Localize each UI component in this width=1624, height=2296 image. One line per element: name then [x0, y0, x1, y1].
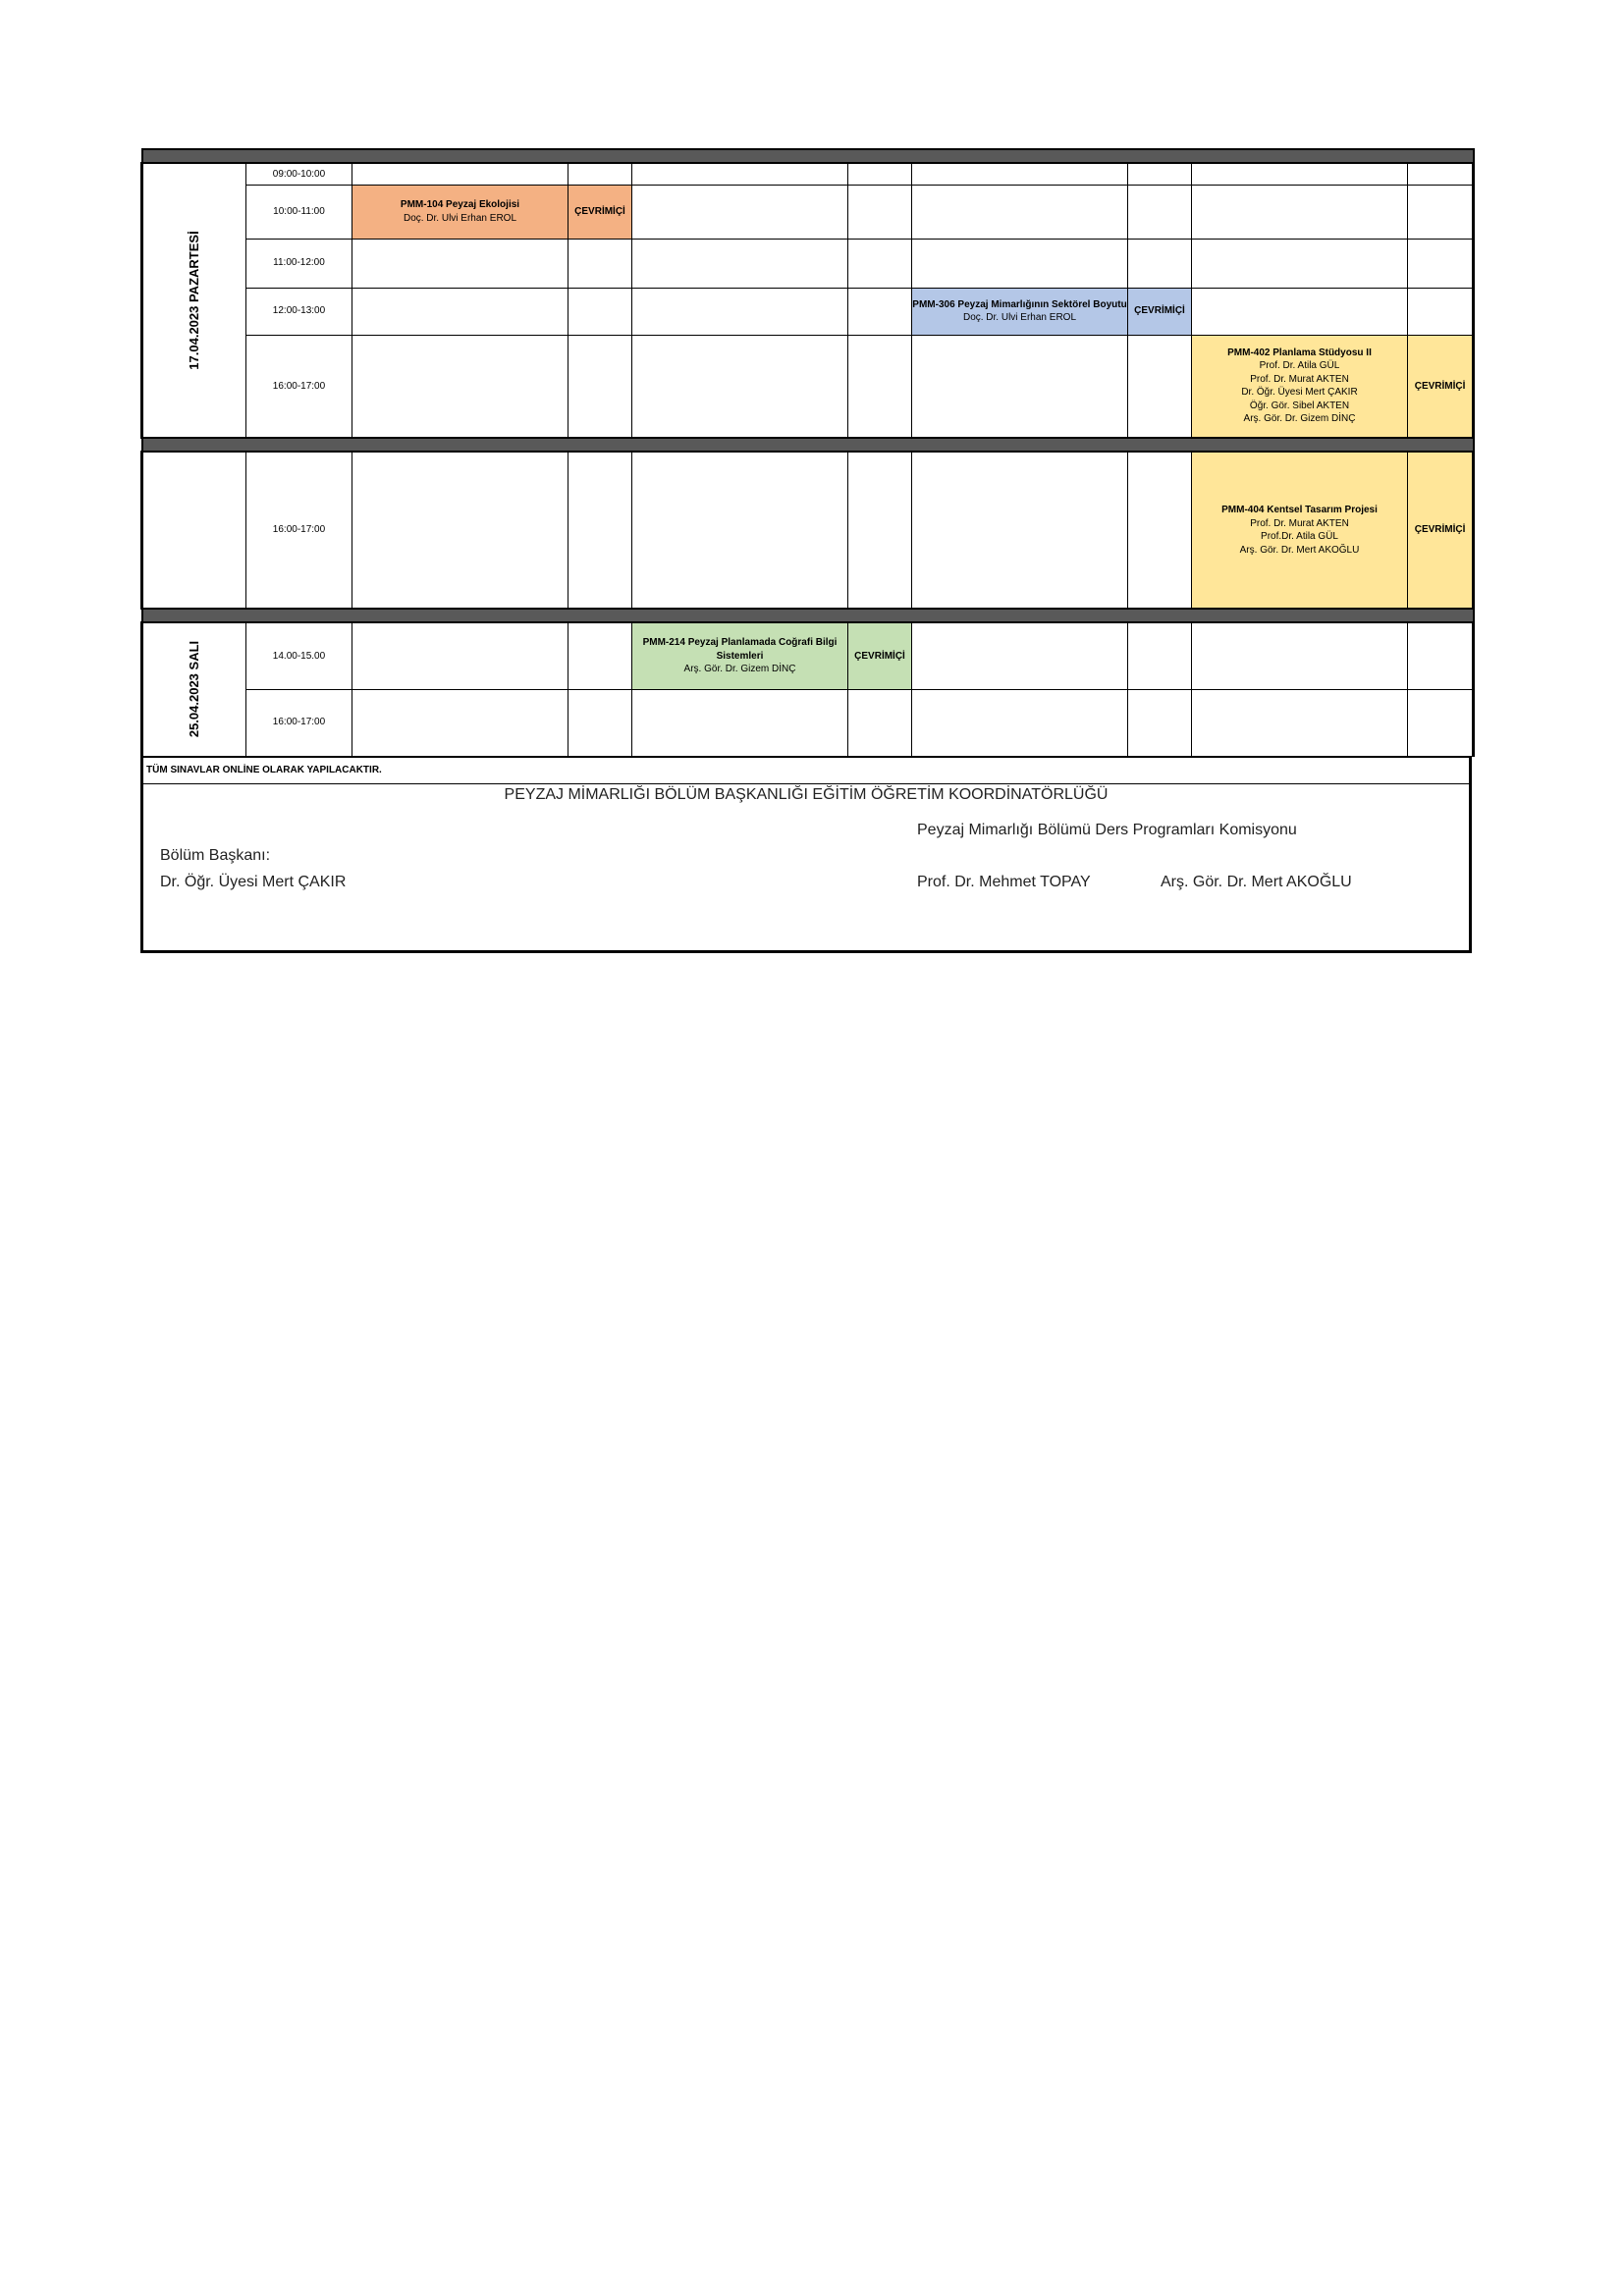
day-label: 25.04.2023 SALI [187, 641, 202, 738]
empty-cell [568, 163, 632, 185]
section-divider [142, 438, 1474, 452]
exam-mode: ÇEVRİMİÇİ [1408, 452, 1474, 609]
empty-cell [352, 622, 568, 689]
empty-cell [912, 163, 1128, 185]
time-slot: 14.00-15.00 [246, 622, 352, 689]
section-divider [142, 609, 1474, 622]
exam-schedule-sheet [140, 148, 1472, 953]
department-head-name: Dr. Öğr. Üyesi Mert ÇAKIR [160, 873, 347, 890]
exam-mode: ÇEVRİMİÇİ [1408, 335, 1474, 438]
course-title: PMM-306 Peyzaj Mimarlığının Sektörel Boyutu [912, 298, 1127, 310]
empty-cell [912, 689, 1128, 756]
empty-cell [352, 288, 568, 335]
empty-cell [632, 335, 848, 438]
course-cell [912, 288, 1128, 335]
time-slot-row [142, 185, 1474, 239]
empty-cell [912, 622, 1128, 689]
empty-cell [912, 239, 1128, 288]
empty-cell [1192, 185, 1408, 239]
empty-cell [848, 288, 912, 335]
department-head-title: Bölüm Başkanı: [160, 846, 271, 864]
empty-cell [352, 689, 568, 756]
empty-cell [632, 185, 848, 239]
exam-mode: ÇEVRİMİÇİ [848, 622, 912, 689]
empty-cell [632, 689, 848, 756]
empty-cell [568, 689, 632, 756]
instructor-name: Prof. Dr. Atila GÜL [1259, 360, 1340, 372]
exam-schedule-table [140, 148, 1475, 757]
instructor-name: Öğr. Gör. Sibel AKTEN [1249, 400, 1350, 411]
time-slot-row [142, 163, 1474, 185]
empty-cell [568, 288, 632, 335]
course-title: PMM-214 Peyzaj Planlamada Coğrafi Bilgi Sistemleri [642, 637, 838, 662]
instructor-name: Prof. Dr. Murat AKTEN [1250, 373, 1349, 385]
empty-cell [1128, 622, 1192, 689]
empty-cell [1192, 689, 1408, 756]
empty-cell [632, 163, 848, 185]
time-slot-row [142, 622, 1474, 689]
empty-cell [1128, 452, 1192, 609]
empty-cell [912, 185, 1128, 239]
empty-cell [568, 335, 632, 438]
empty-cell [1192, 288, 1408, 335]
time-slot: 16:00-17:00 [246, 689, 352, 756]
instructor-name: Arş. Gör. Dr. Mert AKOĞLU [1239, 544, 1360, 556]
course-cell [352, 185, 568, 239]
instructor-name: Prof.Dr. Atila GÜL [1261, 531, 1338, 542]
empty-cell [352, 239, 568, 288]
empty-cell [848, 239, 912, 288]
time-slot: 12:00-13:00 [246, 288, 352, 335]
empty-cell [1192, 163, 1408, 185]
empty-cell [912, 335, 1128, 438]
exam-mode: ÇEVRİMİÇİ [568, 185, 632, 239]
online-exams-note: TÜM SINAVLAR ONLİNE OLARAK YAPILACAKTIR. [142, 757, 1471, 783]
empty-cell [848, 689, 912, 756]
time-slot: 16:00-17:00 [246, 335, 352, 438]
instructor-name: Doç. Dr. Ulvi Erhan EROL [962, 312, 1077, 323]
empty-cell [1192, 239, 1408, 288]
commission-member-1: Prof. Dr. Mehmet TOPAY [917, 873, 1091, 890]
commission-member-2: Arş. Gör. Dr. Mert AKOĞLU [1161, 873, 1352, 890]
empty-cell [632, 452, 848, 609]
empty-cell [848, 335, 912, 438]
empty-cell [1128, 163, 1192, 185]
coordination-heading: PEYZAJ MİMARLIĞI BÖLÜM BAŞKANLIĞI EĞİTİM ÖĞRETİM KOORDİNATÖRLÜĞÜ [504, 785, 1109, 803]
empty-cell [352, 335, 568, 438]
day-cell [142, 622, 246, 756]
empty-cell [848, 185, 912, 239]
empty-cell [1128, 689, 1192, 756]
signature-block [140, 784, 1472, 953]
instructor-name: Doç. Dr. Ulvi Erhan EROL [403, 212, 517, 224]
empty-cell [1408, 239, 1474, 288]
instructor-name: Arş. Gör. Dr. Gizem DİNÇ [683, 664, 796, 674]
instructor-name: Arş. Gör. Dr. Gizem DİNÇ [1243, 413, 1356, 425]
empty-cell [1408, 288, 1474, 335]
empty-cell [848, 163, 912, 185]
exam-mode: ÇEVRİMİÇİ [1128, 288, 1192, 335]
empty-cell [568, 452, 632, 609]
empty-cell [1408, 689, 1474, 756]
note-table [140, 757, 1472, 784]
empty-cell [352, 163, 568, 185]
empty-cell [568, 622, 632, 689]
commission-title: Peyzaj Mimarlığı Bölümü Ders Programları Komisyonu [917, 821, 1297, 838]
course-cell [1192, 452, 1408, 609]
empty-cell [632, 288, 848, 335]
time-slot: 10:00-11:00 [246, 185, 352, 239]
time-slot-row [142, 689, 1474, 756]
empty-cell [1128, 239, 1192, 288]
course-title: PMM-404 Kentsel Tasarım Projesi [1221, 505, 1378, 515]
empty-cell [1408, 163, 1474, 185]
day-cell [142, 163, 246, 438]
time-slot: 16:00-17:00 [246, 452, 352, 609]
course-cell [1192, 335, 1408, 438]
empty-cell [912, 452, 1128, 609]
empty-cell [632, 239, 848, 288]
day-label: 17.04.2023 PAZARTESİ [187, 231, 202, 370]
time-slot-row [142, 452, 1474, 609]
time-slot-row [142, 288, 1474, 335]
empty-cell [1128, 185, 1192, 239]
course-cell [632, 622, 848, 689]
empty-cell [352, 452, 568, 609]
time-slot-row [142, 239, 1474, 288]
empty-cell [1192, 622, 1408, 689]
course-title: PMM-104 Peyzaj Ekolojisi [400, 199, 520, 210]
instructor-name: Prof. Dr. Murat AKTEN [1250, 517, 1349, 529]
instructor-name: Dr. Öğr. Üyesi Mert ÇAKIR [1241, 387, 1358, 399]
time-slot-row [142, 335, 1474, 438]
time-slot: 11:00-12:00 [246, 239, 352, 288]
day-cell [142, 452, 246, 609]
empty-cell [1128, 335, 1192, 438]
empty-cell [848, 452, 912, 609]
section-divider [142, 149, 1474, 163]
empty-cell [1408, 622, 1474, 689]
empty-cell [568, 239, 632, 288]
empty-cell [1408, 185, 1474, 239]
time-slot: 09:00-10:00 [246, 163, 352, 185]
course-title: PMM-402 Planlama Stüdyosu II [1227, 347, 1372, 358]
